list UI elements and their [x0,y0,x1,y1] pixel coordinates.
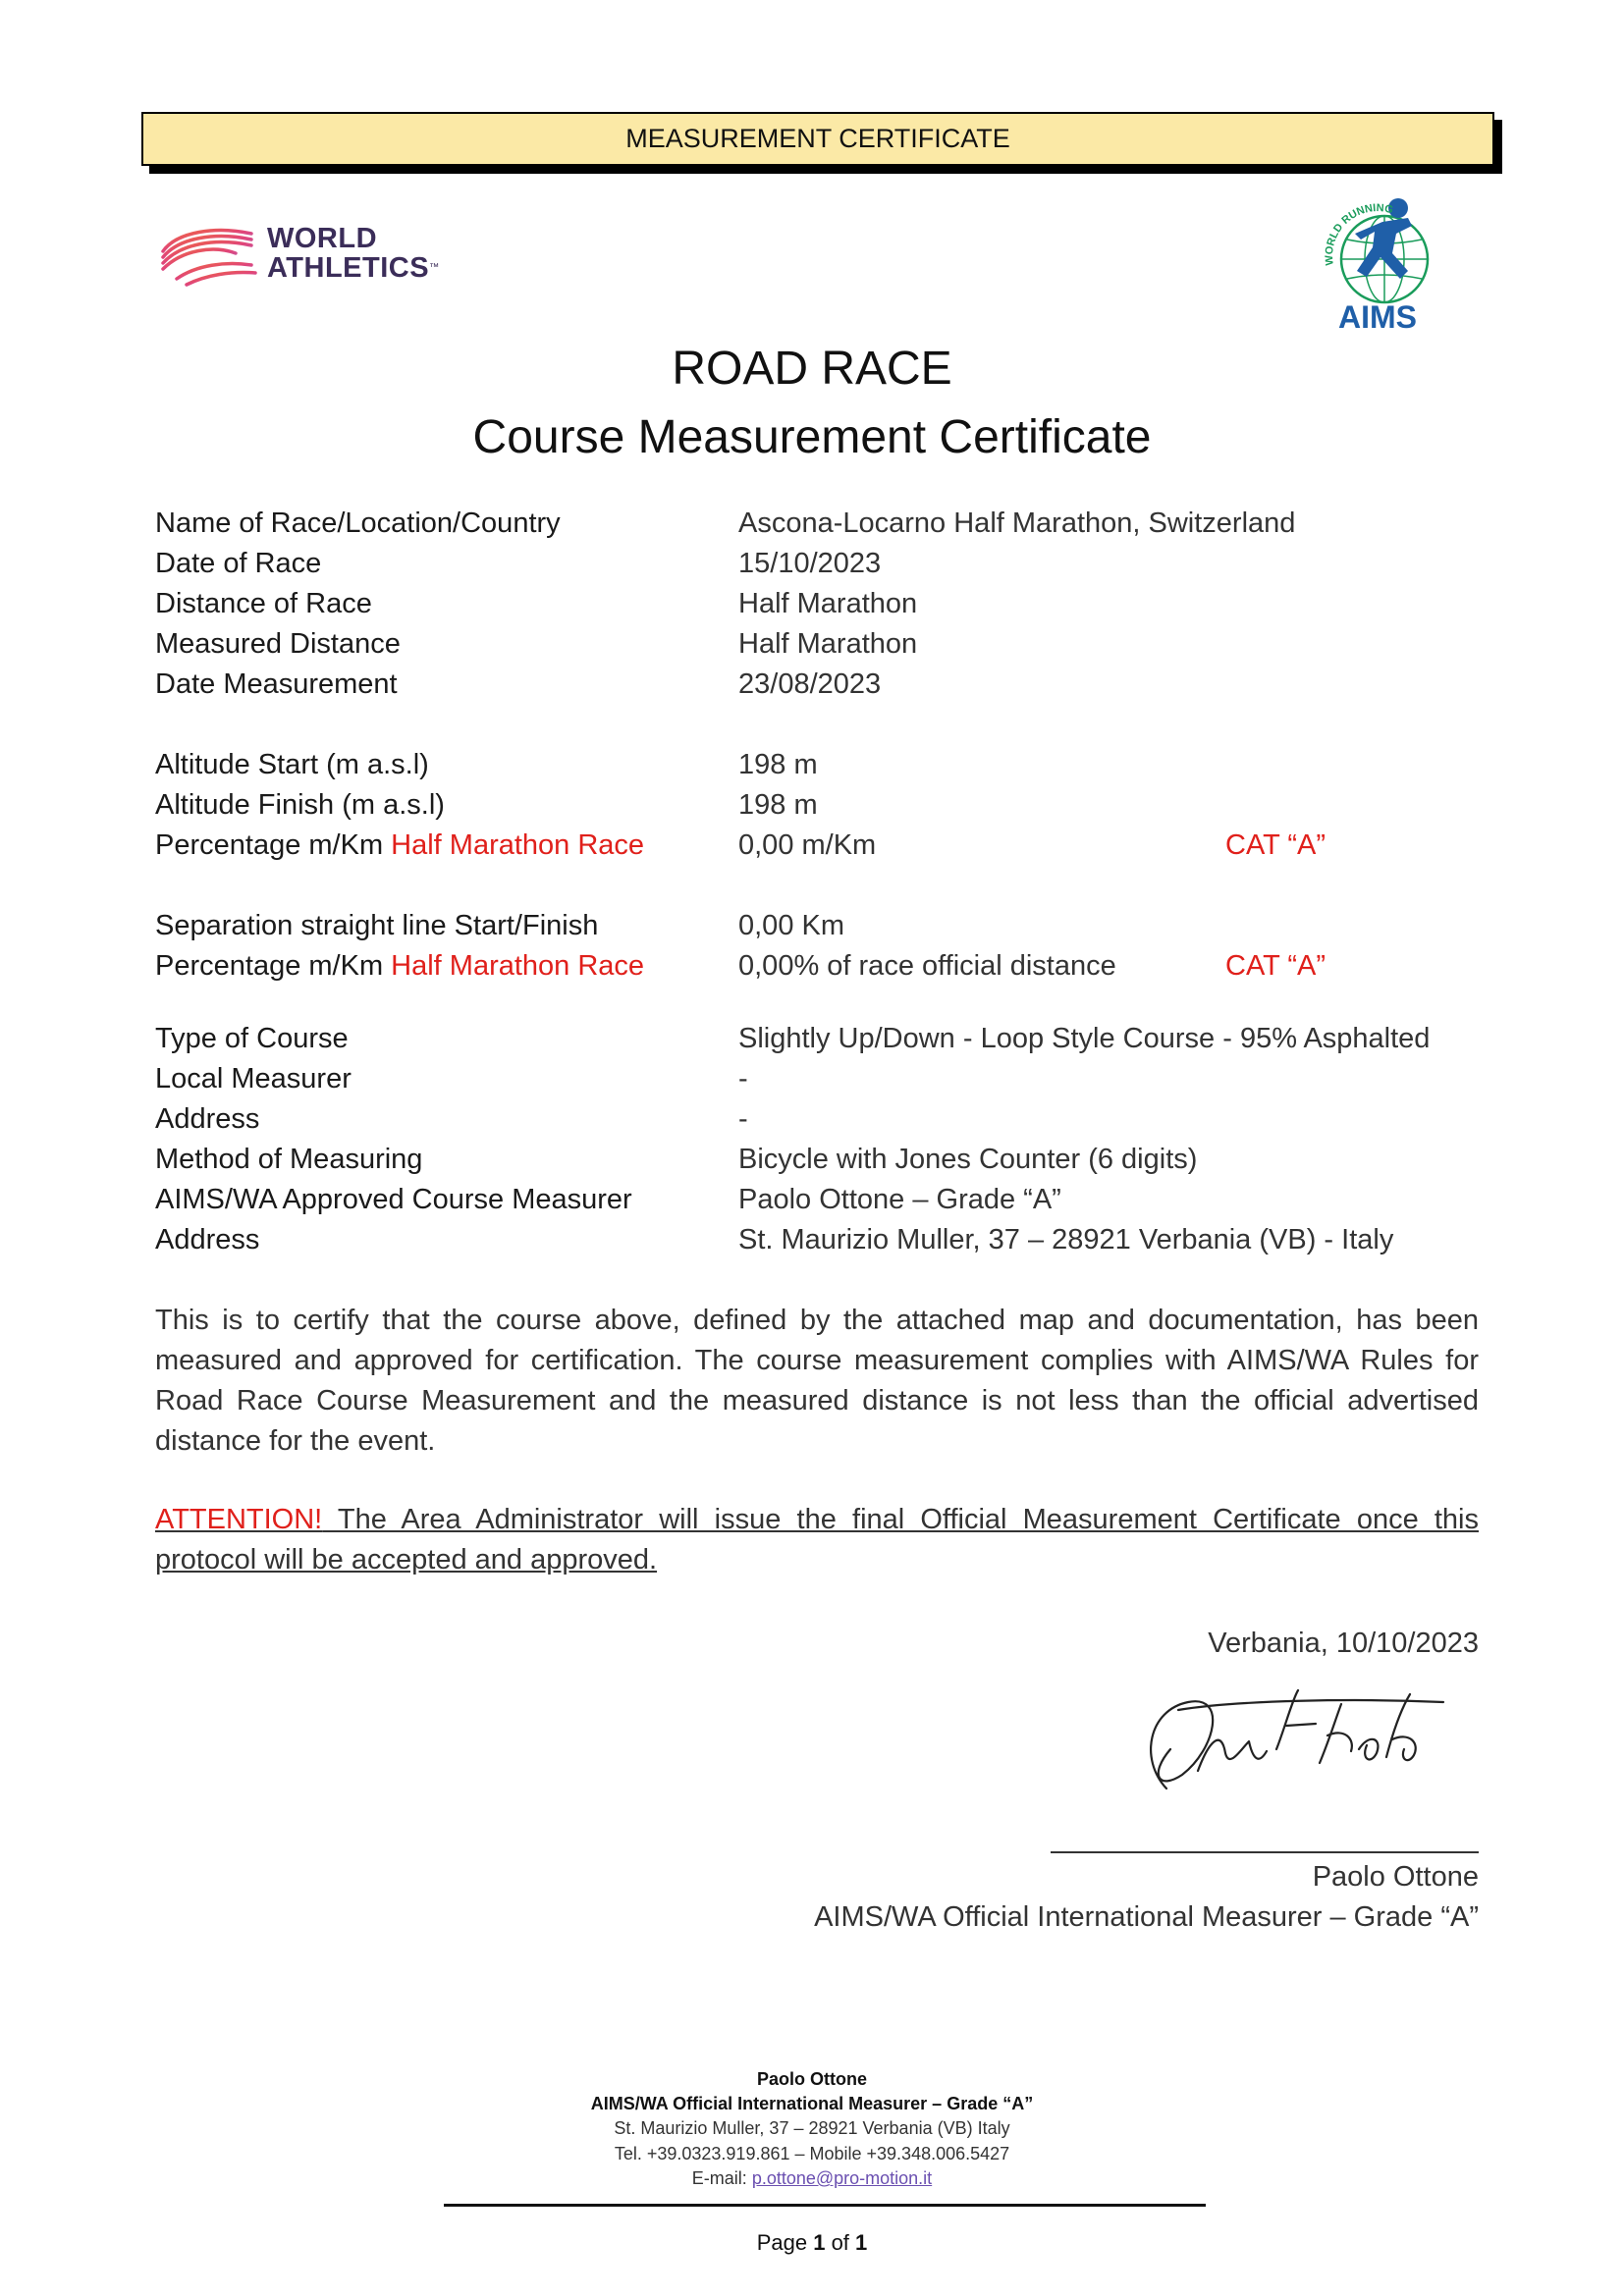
field-value-local-measurer: - [738,1063,748,1095]
category-badge-2: CAT “A” [1225,950,1326,982]
aims-wordmark: AIMS [1338,299,1417,335]
signature-line [1051,1851,1479,1853]
field-label-distance-of-race: Distance of Race [155,588,372,619]
aims-logo [1314,188,1441,336]
field-label-percentage-1: Percentage m/Km Half Marathon Race [155,829,645,861]
field-label-address-local: Address [155,1103,260,1135]
attention-label: ATTENTION! [155,1504,323,1535]
field-label-separation: Separation straight line Start/Finish [155,910,599,941]
wa-word-2: ATHLETICS™ [267,252,440,284]
field-label-method: Method of Measuring [155,1144,423,1175]
signer-name: Paolo Ottone [1312,1861,1479,1893]
field-value-approved-measurer: Paolo Ottone – Grade “A” [738,1184,1061,1215]
certificate-banner [141,112,1494,166]
footer-name: Paolo Ottone [757,2069,867,2089]
banner-text: MEASUREMENT CERTIFICATE [625,124,1010,153]
field-label-approved-measurer: AIMS/WA Approved Course Measurer [155,1184,632,1215]
aims-ring-text: WORLD RUNNING [1323,201,1394,266]
field-value-address-local: - [738,1103,748,1135]
field-label-date-of-race: Date of Race [155,548,322,579]
field-value-distance-of-race: Half Marathon [738,588,918,619]
attention-notice [155,1500,1479,1580]
field-label-altitude-start: Altitude Start (m a.s.l) [155,749,429,780]
footer-title: AIMS/WA Official International Measurer – Grade “A” [590,2094,1034,2113]
field-label-altitude-finish: Altitude Finish (m a.s.l) [155,789,445,821]
field-label-type-of-course: Type of Course [155,1023,349,1054]
title-road-race: ROAD RACE [672,343,952,395]
field-label-measured-distance: Measured Distance [155,628,401,660]
field-value-date-of-race: 15/10/2023 [738,548,882,579]
field-value-type-of-course: Slightly Up/Down - Loop Style Course - 95% Asphalted [738,1023,1431,1054]
field-label-name-of-race: Name of Race/Location/Country [155,507,561,539]
field-value-percentage-2: 0,00% of race official distance [738,950,1116,982]
page-number: Page 1 of 1 [756,2230,868,2255]
category-badge-1: CAT “A” [1225,829,1326,861]
field-label-percentage-2: Percentage m/Km Half Marathon Race [155,950,645,982]
field-label-address-measurer: Address [155,1224,260,1255]
field-value-address-measurer: St. Maurizio Muller, 37 – 28921 Verbania (VB) - Italy [738,1224,1394,1255]
field-value-altitude-start: 198 m [738,749,818,780]
world-athletics-wordmark [267,224,440,283]
race-type-highlight: Half Marathon Race [391,950,645,982]
field-value-separation: 0,00 Km [738,910,844,941]
signer-title: AIMS/WA Official International Measurer – Grade “A” [814,1901,1479,1933]
field-value-percentage-1: 0,00 m/Km [738,829,877,861]
footer-address: St. Maurizio Muller, 37 – 28921 Verbania (VB) Italy [614,2118,1010,2138]
field-value-altitude-finish: 198 m [738,789,818,821]
signature [1119,1681,1453,1798]
footer-phone: Tel. +39.0323.919.861 – Mobile +39.348.006.5427 [614,2144,1010,2163]
attention-text: The Area Administrator will issue the final Official Measurement Certificate once this protocol will be accepted and approved. [155,1504,1479,1575]
place-date: Verbania, 10/10/2023 [1208,1628,1479,1659]
field-label-date-measurement: Date Measurement [155,668,398,700]
title-course-measurement-certificate: Course Measurement Certificate [472,411,1152,463]
footer-divider [444,2204,1206,2207]
wa-trademark: ™ [429,262,440,273]
field-value-name-of-race: Ascona-Locarno Half Marathon, Switzerland [738,507,1296,539]
certification-paragraph: This is to certify that the course above, defined by the attached map and documentation, has been measured and approved for certification. The course measurement complies with AIMS/WA Rules for Road Race Course Measurement and the measured distance is not less than the official advertised distance for the event. [155,1305,1479,1457]
footer-email-line: E-mail: p.ottone@pro-motion.it [691,2168,933,2188]
field-label-local-measurer: Local Measurer [155,1063,352,1095]
race-type-highlight: Half Marathon Race [391,829,645,861]
footer-email-link[interactable]: p.ottone@pro-motion.it [751,2168,933,2188]
field-value-measured-distance: Half Marathon [738,628,918,660]
field-value-date-measurement: 23/08/2023 [738,668,882,700]
wa-word-1: WORLD [267,223,378,254]
field-value-method: Bicycle with Jones Counter (6 digits) [738,1144,1198,1175]
